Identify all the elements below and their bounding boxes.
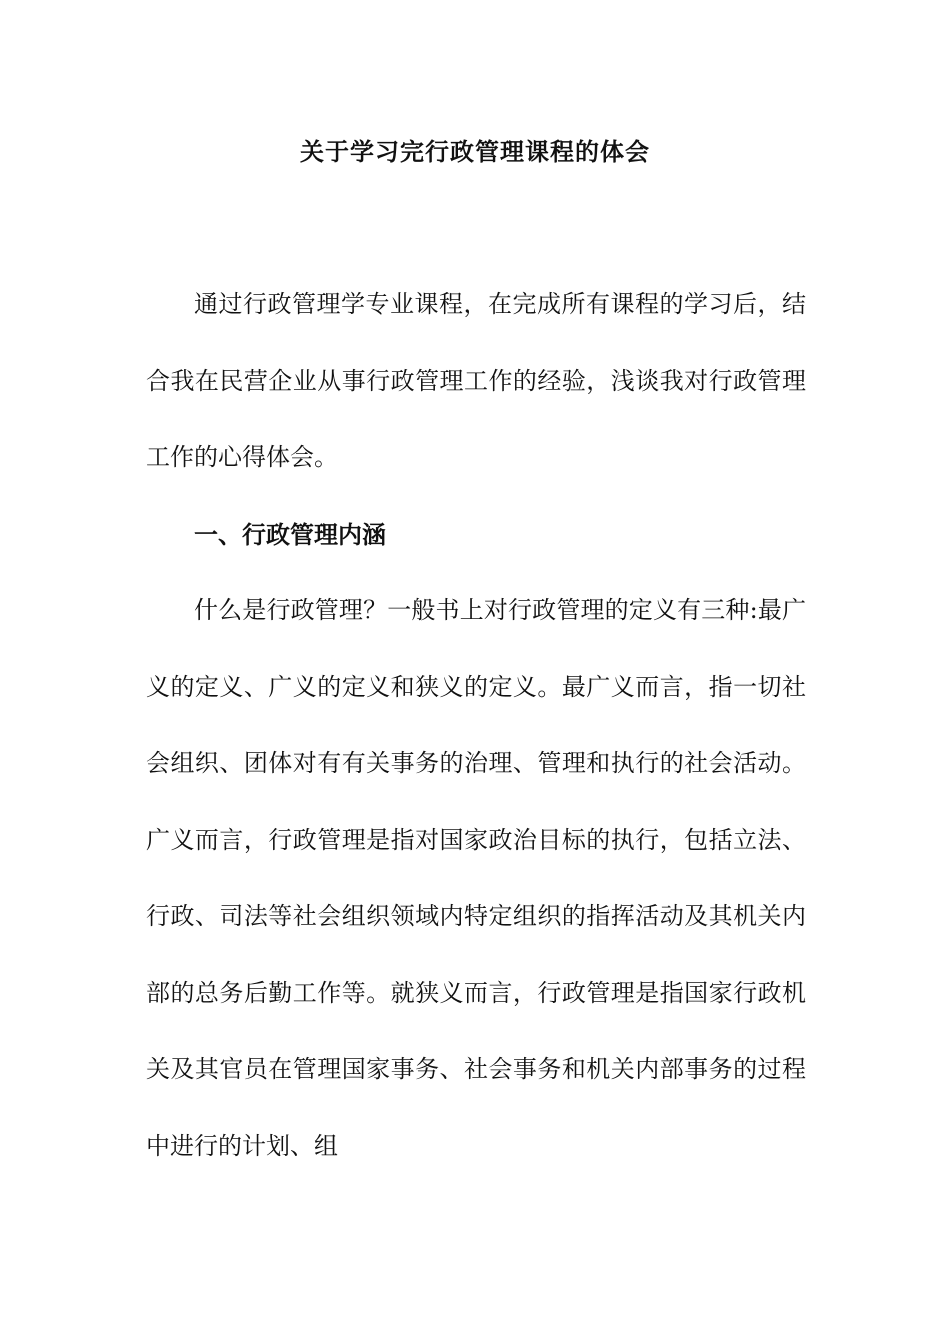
definition-section	[146, 572, 806, 1184]
definition-paragraph: 什么是行政管理？一般书上对行政管理的定义有三种:最广义的定义、广义的定义和狭义的定义。最广义而言，指一切社会组织、团体对有有关事务的治理、管理和执行的社会活动。广义而言，行政管理是指对国家政治目标的执行，包括立法、行政、司法等社会组织领域内特定组织的指挥活动及其机关内部的总务后勤工作等。就狭义而言，行政管理是指国家行政机关及其官员在管理国家事务、社会事务和机关内部事务的过程中进行的计划、组	[146, 596, 806, 1160]
intro-section	[146, 266, 806, 496]
document-title: 关于学习完行政管理课程的体会	[300, 138, 650, 166]
section-heading: 一、行政管理内涵	[194, 521, 386, 549]
intro-paragraph: 通过行政管理学专业课程，在完成所有课程的学习后，结合我在民营企业从事行政管理工作的经验，浅谈我对行政管理工作的心得体会。	[146, 290, 806, 471]
